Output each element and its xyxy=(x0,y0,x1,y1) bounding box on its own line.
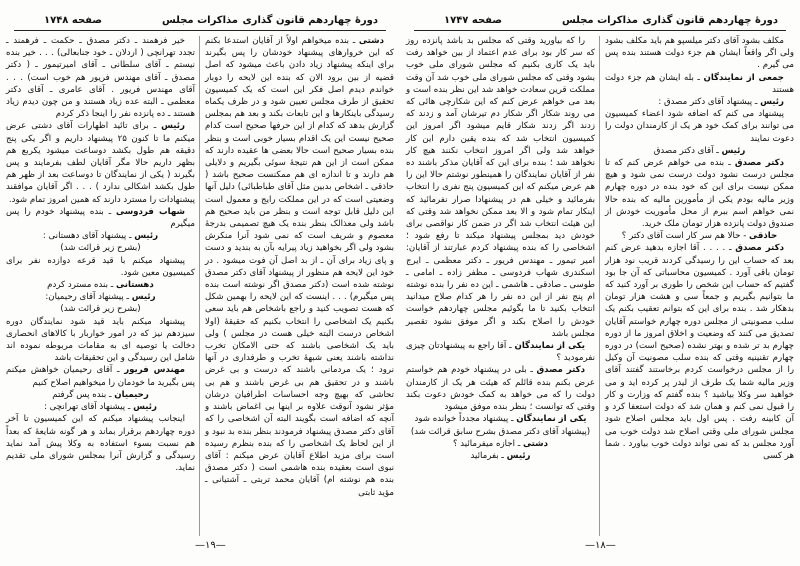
speaker-name: جمعی از نمایندگان xyxy=(703,72,784,83)
text-paragraph xyxy=(6,255,195,279)
paragraph-text: ـ پیشنهاد آقای تهرانچی : xyxy=(44,402,134,413)
speaker-name: شهاب فردوسی xyxy=(116,206,185,217)
paragraph-text: - حالا هم سر کار است آقای دکتر ؟ xyxy=(621,231,750,242)
paragraph-text: پیشنهاد میکنم با قید قرعه دوازده نفر برای کمیسیون معین شود. xyxy=(6,255,195,278)
speech-paragraph xyxy=(605,242,794,462)
speaker-name: رئیس xyxy=(133,402,157,413)
speaker-name: دکتر مصدق xyxy=(734,158,784,169)
speaker-name: رئیس xyxy=(131,292,156,303)
speech-paragraph xyxy=(6,230,195,242)
paragraph-text: پیشنهاد می کنم که اضافه شود اعضاء کمیسیون می توانند برای کمک خود هر یک از کارمندان دولت را دعوت نمایند xyxy=(605,109,794,144)
text-paragraph xyxy=(605,108,794,145)
speech-paragraph xyxy=(6,401,195,413)
speaker-name: یکی از نمایندگان xyxy=(516,414,587,425)
text-paragraph xyxy=(406,35,595,340)
speech-paragraph xyxy=(6,291,195,303)
speech-paragraph xyxy=(406,438,595,450)
paragraph-text: ـ بنده پیشنهاد خودم را پس میگیرم xyxy=(6,206,195,230)
speech-paragraph xyxy=(605,72,794,96)
paragraph-text: ـ آقا راجع به پیشنهادتان چیزی نفرمودید ؟ xyxy=(406,341,595,364)
speech-paragraph xyxy=(605,230,794,242)
column-divider xyxy=(599,36,600,536)
paragraph-text: ـ آقای دکتر مصدق xyxy=(653,145,722,156)
speaker-name: دشتی xyxy=(358,36,384,46)
speaker-name: یکی از نمایندگان xyxy=(514,341,585,352)
paragraph-text: ـ پیشنهاد آقای دکتر مصدق : xyxy=(658,97,761,108)
column-left xyxy=(6,35,195,474)
legislative-period: دورهٔ چهاردهم قانون گذاری xyxy=(642,15,778,26)
speech-paragraph xyxy=(406,413,595,425)
speech-paragraph xyxy=(6,120,195,205)
speaker-name: دکتر مصدق xyxy=(735,243,784,254)
paragraph-text: ـ . . . . آقا اجازه بدهید عرض کنم بعد که حساب این را رسیدگی کردند قریب نود هزار تومان باقی آورد . کمیسیون محاسباتی که آن جا بود گفتیم که حساب این شخص را طوری بر آورد کنید که ما بتوانیم بگیریم و جمعاً سی و هشت هزار تومان بدهکار شد . بنده برای این که بتوانم تعقیب بکنم یک سلب مصونیتی از مجلس دوره چهارم خواستم آقایان تصدیق می کنند که وضعیت و اخلاق امروز ما از دوره چهارم بد تر شده و بهتر نشده (صحیح است) در دوره چهارم تقنینیه وقتی که بنده سلب مصونیت آن وکیل را از مجلس درخواست کردم برخاستند گفتند آقای وزیر مالیه شما یک طرف از لیدر پر کرده اید و می خواهید سر وکلا بیاشید ؟ بنده گفتم که وزارت و کار را قبول نمی کنم و همان شد که دولت استعفا کرد و آن کابینه رفت . پس اول باید مجلس اصلاح شود مجلس شورای ملی وقتی اصلاح شد دولت خوب می آورد مجلس بد که نمی تواند دولت خوب بیاورد . شما هر کسی xyxy=(605,243,794,461)
page-footer-number: —۱۸— xyxy=(585,540,616,551)
paragraph-text: اینجانب پیشنهاد میکنم که این کمیسیون تا آخر دوره چهاردهم برقرار بماند و هر گونه شایعهٔ که بعداً هم نسبت بسوء استفاده به وکلا پیش آمد نماید رسیدگی و گزارش آنرا بمجلس شورای ملی تقدیم نماید. xyxy=(6,414,195,474)
paragraph-text: (بشرح زیر قرائت شد) xyxy=(60,304,141,315)
speech-paragraph xyxy=(406,450,595,462)
speaker-name: رئیس xyxy=(760,97,784,108)
text-paragraph xyxy=(6,242,195,254)
publication-title: مذاکرات مجلس xyxy=(161,15,239,26)
speech-paragraph xyxy=(605,145,794,157)
paragraph-text: خیر فرهمند ـ دکتر مصدق ـ حکمت ـ فرهمند ـ تجدد تهرانچی ( اردلان ـ خود جنابعالی) . . . خیر بنده نیستم ـ آقای سلطانی ـ آقای امیرتیمور ـ ( دکتر مصدق ـ آقای مهندس فریور هم خوب است) . . . آقای مهندس فریور . آقای عامری ـ آقای دکتر معظمی ـ البته عده زیاد هستند و من چون دیدم زیاد هستند ـ ده پانزده نفر را اینجا ذکر کردم xyxy=(6,36,195,120)
page-1747 xyxy=(400,0,800,566)
page-header xyxy=(14,14,386,31)
paragraph-text: ـ بنده مسترد کردم xyxy=(47,280,117,291)
paragraph-text: ـ بنده می خواهم عرض کنم که تا مجلس درست نشود دولت درست نمی شود و هیچ ممکن نیست برای این که خود بنده در دوره چهارم وزیر مالیه بودم یکی از مأمورین مالیه که بنده حالا نمی خواهم اسم ببرم از محل مأموریت خودش از صندوق دولت پانزده هزار تومان ملک خرید. xyxy=(605,158,794,230)
speech-paragraph xyxy=(605,157,794,230)
speaker-name: رئیس xyxy=(506,450,531,461)
speech-paragraph xyxy=(605,96,794,108)
speech-paragraph xyxy=(6,389,195,401)
column-right xyxy=(605,35,794,462)
speaker-name: مهندس فریور xyxy=(124,365,185,376)
paragraph-text: (بشرح زیر قرائت شد) xyxy=(60,243,141,254)
paragraph-text: ـ پیشنهاد آقای دهستانی : xyxy=(42,231,135,242)
page-header xyxy=(414,14,786,31)
text-paragraph xyxy=(6,303,195,315)
paragraph-text: ـ بله ایشان هم جزء دولت هستند xyxy=(605,72,794,95)
text-paragraph xyxy=(6,413,195,474)
speech-paragraph xyxy=(406,364,595,413)
paragraph-text: مکلف بشود آقای دکتر میلسپو هم باید مکلف بشود ولی اگر واقعاً ایشان هم جزء دولت هستند بنده پس می گیرم . xyxy=(605,36,794,71)
page-number: صفحه ۱۷۴۷ xyxy=(444,15,503,26)
speaker-name: حاذقی xyxy=(749,231,778,242)
paragraph-text: ـ پیشنهاد مجدداً خوانده شود xyxy=(414,414,517,425)
speech-paragraph xyxy=(406,340,595,364)
column-left xyxy=(406,35,595,462)
paragraph-text: ـ بنده میخواهم اولاً از آقایان استدعا بکنم که این خروارهای پیشنهاد خودشان را پس بگیرند برای اینکه پیشنهاد زیاد دادن باعث میشود که اصل قضیه از بین برود الان که بنده این لایحه را دوبار خواندم دیدم اصل فکر این است که یک کمیسیون تحقیق از طرف مجلس تعیین شود و در ظرف یکماه رسیدگی باینکارها و این تابعات بکند و بعد هم بمجلس گزارش بدهد که کدام از این حرفها صحیح است کدام صحیح نیست این یک اقدام بسیار خوبی است و بنظر بنده بسیار صحیح است حالا بعضی ها عقیده دارند که ممکن است از این هم نتیجهٔ سوئی بگیریم و دلایلی هم دارند و تا اندازه ای هم ممکنست صحیح باشد ( حاذقی ـ اشخاص بدبین مثل آقای طباطبائی) دلیل آنها وضعیتی است که در این مملکت رایج و معمول است این دلیل قابل توجه است و بنظر من باید صحیح هم باشد ولی معذالک بنظر بنده یک هیچ تصمیمی بدرجهٔ معصوم و شریف است که نمی شود آنرا منکرش بشود ولی اگر بخواهید زیاد پیرایه بآن به بندید و دست و پای زیاد برای آن ـ از بد اصل آن فوت میشود . در خود این لایحه هم منظور از پیشنهاد آقای دکتر مصدق نوشته شده است (دکتر مصدق اگر نوشته است بنده پس میگیرم) . . . اینست که این لایحه را بهمین شکل که هست تصویب کنید و راجع باشخاص هم باید سعی بکنیم یک اشخاصی را انتخاب بکنیم که حقیقهٔ (اولا اشخاص درست البته خیلی هست در مجلس ) ولی باید یک اشخاصی باشند که حتی الامکان تخرب نداشته باشند یعنی شبههٔ تخرب و طرفداری در آنها نرود ؛ یک مردمانی باشند که درست و بی غرض باشند و در تحقیق هم بی غرض باشند و هم بی تحاشی که بهیچ وجه احساسات اطرافیان درشان مؤثر نشود آنوقت علاوه بر اینها بی اغماض باشند و آنچه که اضافه است بگویند البته آن اشخاصی را که آقای دکتر مصدق پیشنهاد فرمودند بنظر بنده بد نبود و از این لحاظ یک اشخاصی را که بنده بنظرم رسیده است برای مزید اطلاع آقایان عرض میکنم : آقای نبوی است بعقیده بنده هاشمی است ( دکتر مصدق بنده هم نوشته ام) آقایان محمد تربتی ـ آشتیانی ـ مؤید ثابتی xyxy=(205,36,394,498)
speaker-name: دهستانی xyxy=(116,280,154,291)
paragraph-text: ـ اجازه میفرمائید ؟ xyxy=(452,438,523,449)
page-footer-number: —۱۹— xyxy=(195,540,226,551)
speech-paragraph xyxy=(6,364,195,388)
speaker-name: رئیس xyxy=(161,121,185,132)
paragraph-text: ـ بفرمائید xyxy=(470,450,507,461)
paragraph-text: ـ پیشنهاد آقای رحیمیان: xyxy=(45,292,132,303)
text-paragraph xyxy=(6,35,195,120)
speaker-name: رحیمیان xyxy=(114,389,149,400)
speaker-name: دشتی xyxy=(522,438,549,449)
paragraph-text: ـ بلی در پیشنهاد خودم هم خواستم عرض بکنم بنده قائلم که هیئت هر یک از کارمندان دولت را که می خواهد به کمک خودش دعوت بکند وقتی که توانست ؛ بنظر بنده موفق میشود xyxy=(406,365,595,413)
column-right xyxy=(205,35,394,499)
speaker-name: رئیس xyxy=(134,231,159,242)
text-paragraph xyxy=(406,426,595,438)
speaker-name: رئیس xyxy=(721,145,746,156)
publication-title: مذاکرات مجلس xyxy=(561,15,639,26)
column-divider xyxy=(199,36,200,536)
paragraph-text: (پیشنهاد آقای دکتر مصدق بشرح سابق قرائت شد) xyxy=(410,426,591,437)
text-paragraph xyxy=(605,35,794,72)
page-number: صفحه ۱۷۴۸ xyxy=(44,15,103,26)
paragraph-text: ـ آقای رحیمیان خواهش میکنم پس بگیرید ما خودمان را میخواهیم اصلاح کنیم xyxy=(6,365,195,388)
speech-paragraph xyxy=(205,35,394,499)
paragraph-text: را که بیاورید وقتی که مجلس بد باشد پانزده روز که سر کار بود برای عدم اعتماد از بین خواهد رفت باید یک کاری بکنیم که مجلس شورای ملی خوب بشود وقتی که مجلس شورای ملی خوب شد آن وقت مملکت قرین سعادت خواهد شد این نظر بنده است و بعد می خواهم عرض کنم که این شکارچی هائی که می روند شکار اگر شکار دم تیرشان آمد و زدند که زدند اگر زدند شکار قایم میشود اگر امروز این کمیسیون انتخاب شد که بنده یقین دارم این کار خواهد شد ولی اگر امروز انتخاب نکنند هیچ کار نخواهد شد ؛ بنده برای این که آقایان مذکر باشند ده نفر از آقایان نمایندگان را همینطور نوشتم حالا این را هم عرض میکنم که این کمیسیون پنج نفری را انتخاب بفرمائید و خیلی هم در پیشنهادا صرار نفرمائید که اینکار تمام شود و الا بعد ممکن نخواهد شد وقتی که این هیئت انتخاب شد اگر در ضمن کار نواقصی برای خودش دید بمجلس پیشنهاد میکند تا رفع شود ؛ اشخاصی را که بنده پیشنهاد کردم عبارتند از آقایان: امیر تیمور ـ مهندس فریور ـ دکتر معظمی ـ ایرج اسکندری شهاب فردوسی ـ مظفر زاده ـ امامی ـ طوسی ـ صادقی ـ هاشمی ـ این ده نفر را بنده نوشته ام پنج نفر از این ده نفر را هر کدام صلاح میدانید انتخاب بکنید تا ما بگوئیم مجلس چهاردهم خواست خودش را اصلاح بکند و اگر موفق نشود تقصیر مجلس باشد xyxy=(406,36,595,339)
speech-paragraph xyxy=(6,206,195,230)
paragraph-text: ـ برای تائید اظهارات آقای دشتی عرض میکنم ما تا کنون ۲۵ پیشنهاد داریم و اگر یکی پنج دقیقه هم طول بکشد دوساعت میشود یکربع هم بظهر داریم حالا مگر آقایان لطف بفرمایند و پس بگیرند ( یکی از نمایندگان تا دوساعت بعد از ظهر هم طول بکشد اشکالی ندارد ) . . . اگر آقایان موافقند پیشنهادات را مسترد دارند که همین امروز تمام شود. xyxy=(6,121,195,205)
paragraph-text: ـ بنده پس گرفتم xyxy=(52,389,115,400)
paragraph-text: پیشنهاد میکنم باید قید شود نمایندگان دوره سیزدهم نیز که در امور خواربار با کالاهای انحصاری دخالت یا توصیه ای به مقامات مربوطه نموده اند شامل این رسیدگی و این تحقیقات باشد xyxy=(6,316,195,364)
speech-paragraph xyxy=(6,279,195,291)
legislative-period: دورهٔ چهاردهم قانون گذاری xyxy=(242,15,378,26)
speaker-name: دکتر مصدق xyxy=(536,365,585,376)
text-paragraph xyxy=(6,316,195,365)
